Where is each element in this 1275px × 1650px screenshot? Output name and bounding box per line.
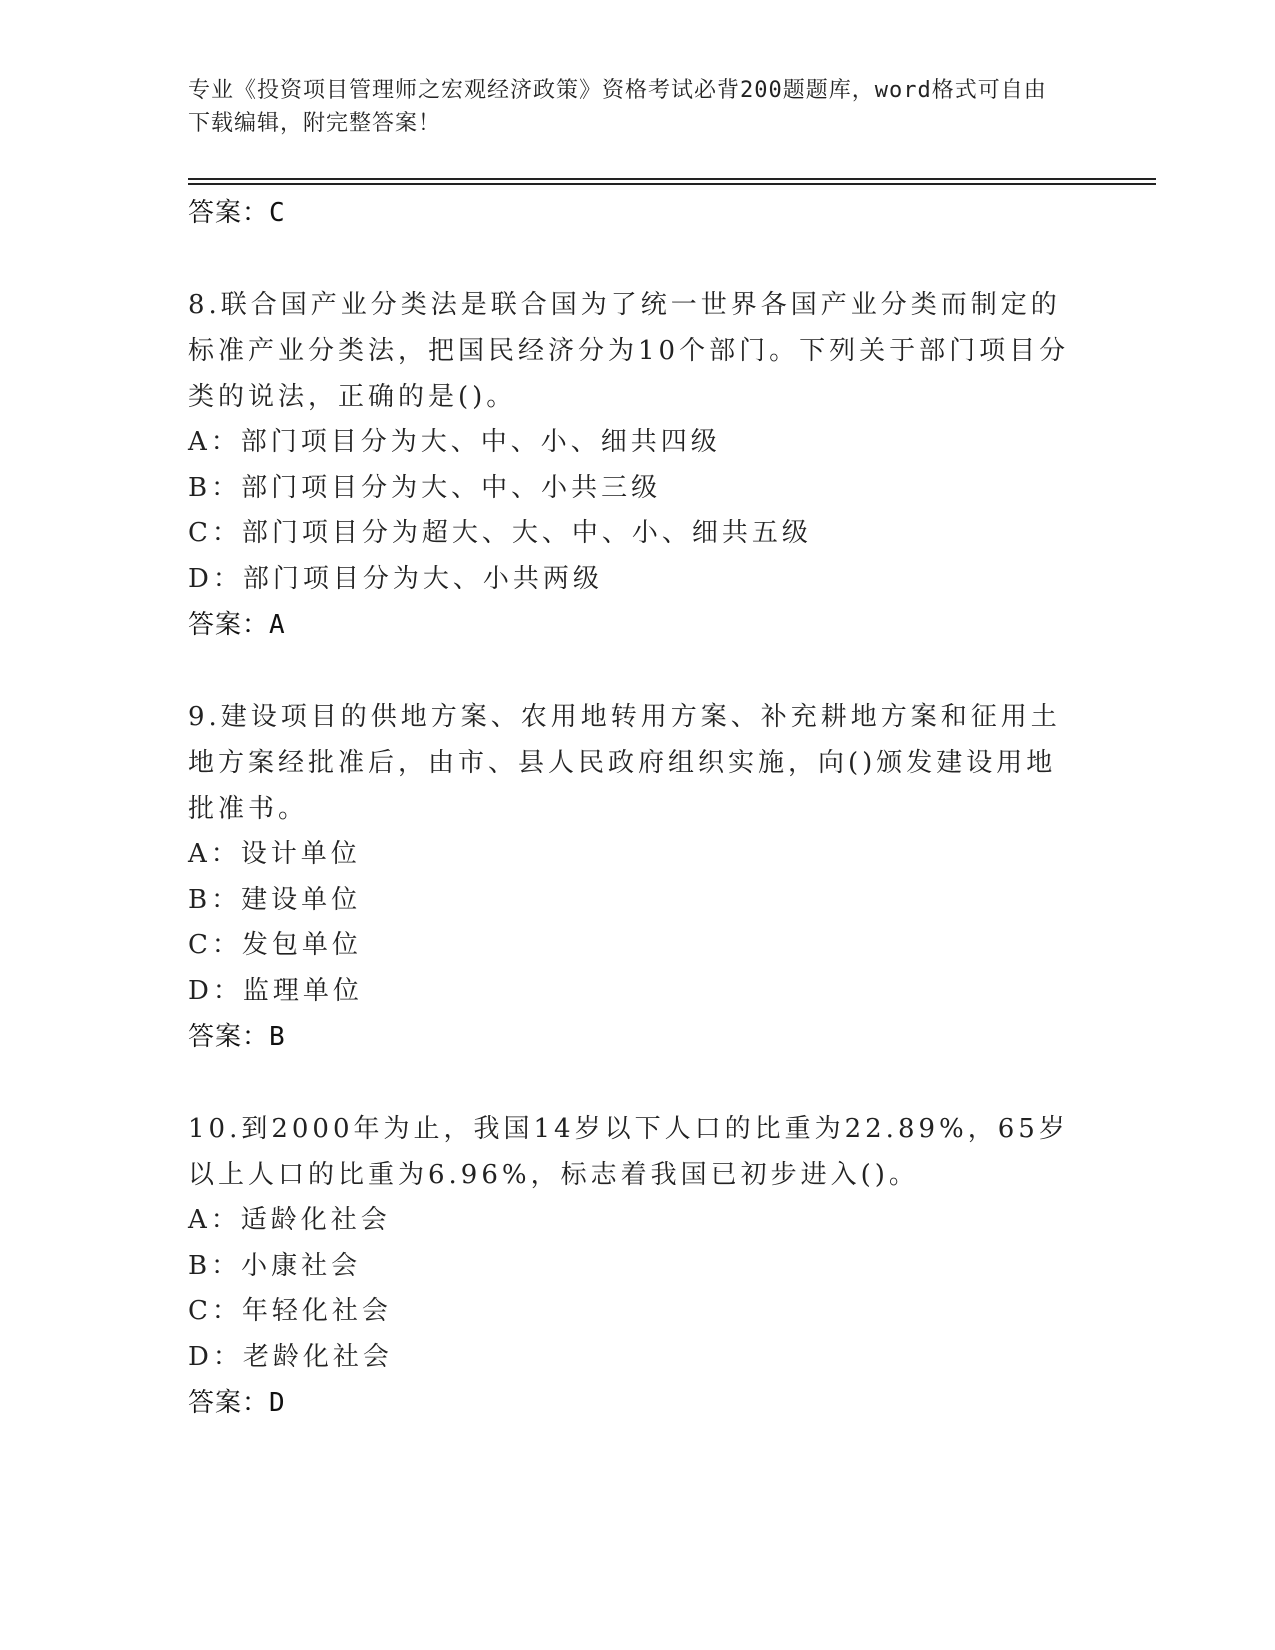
header-divider-top xyxy=(188,178,1156,180)
question-9 xyxy=(188,694,1078,1060)
option-d: D：监理单位 xyxy=(188,975,363,1006)
header-divider-bottom xyxy=(188,183,1156,185)
option-d: D：老龄化社会 xyxy=(188,1341,393,1372)
option-a: A：部门项目分为大、中、小、细共四级 xyxy=(188,427,721,457)
answer-line: 答案：A xyxy=(188,610,286,640)
answer-line: 答案：D xyxy=(188,1388,286,1418)
option-a: A：适龄化社会 xyxy=(188,1205,391,1235)
option-b: B：建设单位 xyxy=(188,884,362,915)
option-c: C：发包单位 xyxy=(188,930,362,960)
answer-line: 答案：C xyxy=(188,198,286,228)
option-b: B：小康社会 xyxy=(188,1250,362,1281)
question-list xyxy=(188,190,1078,1426)
option-c: C：部门项目分为超大、大、中、小、细共五级 xyxy=(188,518,812,548)
option-b: B：部门项目分为大、中、小共三级 xyxy=(188,472,662,503)
question-10 xyxy=(188,1106,1078,1426)
document-header: 专业《投资项目管理师之宏观经济政策》资格考试必背200题题库，word格式可自由下载编辑，附完整答案！ xyxy=(188,78,1047,136)
question-8 xyxy=(188,282,1078,648)
answer-line: 答案：B xyxy=(188,1022,286,1052)
question-stem: 8.联合国产业分类法是联合国为了统一世界各国产业分类而制定的标准产业分类法，把国民经济分为10个部门。下列关于部门项目分类的说法，正确的是()。 xyxy=(188,290,1070,412)
option-a: A：设计单位 xyxy=(188,839,361,869)
question-stem: 10.到2000年为止，我国14岁以下人口的比重为22.89%，65岁以上人口的比重为6.96%，标志着我国已初步进入()。 xyxy=(188,1114,1069,1190)
option-d: D：部门项目分为大、小共两级 xyxy=(188,563,603,594)
question-stem: 9.建设项目的供地方案、农用地转用方案、补充耕地方案和征用土地方案经批准后，由市、县人民政府组织实施，向()颁发建设用地批准书。 xyxy=(188,702,1061,824)
option-c: C：年轻化社会 xyxy=(188,1296,392,1326)
